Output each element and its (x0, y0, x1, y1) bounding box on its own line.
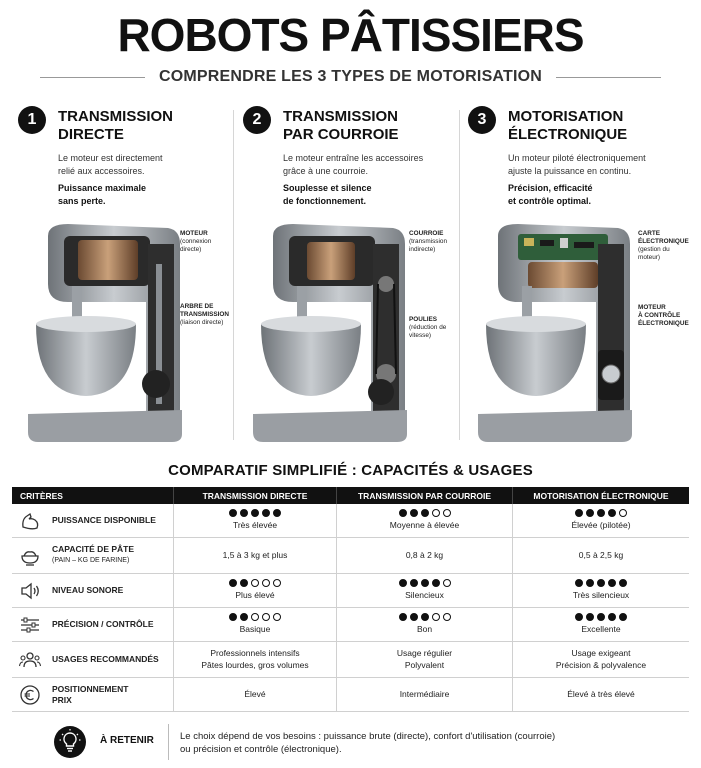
benefit-line: Souplesse et silence (283, 183, 372, 193)
header-criteria: CRITÈRES (12, 487, 174, 504)
rating-dots (399, 509, 451, 517)
cell-text: Excellente (581, 624, 621, 635)
rating-dot (399, 613, 407, 621)
rating-dot (229, 579, 237, 587)
value-cell (513, 504, 689, 537)
subtitle-row (40, 67, 661, 87)
column-divider (233, 110, 234, 440)
takeaway-text (180, 730, 650, 756)
criterion-cell (12, 538, 174, 573)
table-row (12, 574, 689, 608)
comparison-title: COMPARATIF SIMPLIFIÉ : CAPACITÉS & USAGES (168, 462, 533, 479)
rating-dot (240, 509, 248, 517)
value-cell (337, 608, 513, 641)
header-belt: TRANSMISSION PAR COURROIE (337, 487, 513, 504)
divider-right (556, 77, 661, 78)
type-description (283, 152, 463, 177)
rating-dot (432, 509, 440, 517)
cell-text: Silencieux (405, 590, 444, 601)
rating-dots (575, 613, 627, 621)
value-cell (174, 538, 337, 573)
step-number: 3 (468, 106, 496, 134)
rating-dot (262, 613, 270, 621)
desc-line: Le moteur entraîne les accessoires (283, 153, 424, 163)
type-title (283, 108, 463, 144)
rating-dot (619, 579, 627, 587)
cell-text: Bon (416, 624, 433, 635)
criterion-label: PRÉCISION / CONTRÔLE (52, 619, 154, 629)
cell-text: Basique (239, 624, 271, 635)
criterion-label-block (52, 684, 129, 706)
rating-dot (619, 509, 627, 517)
rating-dot (597, 613, 605, 621)
rating-dot (251, 509, 259, 517)
rating-dot (443, 509, 451, 517)
desc-line: relié aux accessoires. (58, 165, 145, 176)
desc-line: ajuste la puissance en continu. (508, 165, 632, 176)
takeaway-box (54, 724, 654, 760)
type-benefit (508, 182, 688, 207)
benefit-line: de fonctionnement. (283, 195, 366, 206)
rating-dot (421, 509, 429, 517)
rating-dot (410, 613, 418, 621)
step-number: 1 (18, 106, 46, 134)
value-cell (337, 642, 513, 677)
type-electronic (468, 106, 690, 446)
table-row (12, 678, 689, 712)
criterion-label-block (52, 654, 159, 665)
value-cell (174, 504, 337, 537)
rating-dot (410, 579, 418, 587)
rating-dot (399, 509, 407, 517)
takeaway-line: ou précision et contrôle (électronique). (180, 744, 342, 755)
callout-pulleys: POULIES (réduction de vitesse) (409, 316, 447, 339)
cell-text: 1,5 à 3 kg et plus (222, 549, 288, 560)
takeaway-divider (168, 724, 169, 760)
table-header (12, 487, 689, 504)
rating-dot (273, 509, 281, 517)
rating-dot (410, 509, 418, 517)
criterion-cell (12, 678, 174, 711)
rating-dot (432, 613, 440, 621)
header-direct: TRANSMISSION DIRECTE (174, 487, 337, 504)
rating-dot (229, 613, 237, 621)
users-icon (18, 648, 42, 672)
cell-text: Usage exigeant (571, 648, 631, 658)
type-direct (18, 106, 240, 446)
cell-text: Précision & polyvalence (555, 659, 647, 670)
value-cell (513, 574, 689, 607)
takeaway-label: À RETENIR (100, 735, 154, 746)
criterion-label-block (52, 619, 154, 630)
step-number: 2 (243, 106, 271, 134)
desc-line: grâce à une courroie. (283, 165, 369, 176)
desc-line: Un moteur piloté électroniquement (508, 153, 646, 163)
type-title-line: ÉLECTRONIQUE (508, 126, 628, 143)
euro-icon (18, 683, 42, 707)
rating-dot (597, 579, 605, 587)
type-title-line: TRANSMISSION (58, 108, 174, 125)
rating-dot (443, 613, 451, 621)
type-title-line: DIRECTE (58, 126, 124, 143)
criterion-cell (12, 642, 174, 677)
criterion-label: PUISSANCE DISPONIBLE (52, 515, 156, 525)
benefit-line: Précision, efficacité (508, 183, 593, 193)
stand-mixer-belt-illustration (253, 224, 409, 448)
rating-dot (273, 579, 281, 587)
desc-line: Le moteur est directement (58, 153, 163, 163)
callout-electronic-motor: MOTEUR À CONTRÔLE ÉLECTRONIQUE (638, 304, 689, 327)
sliders-icon (18, 613, 42, 637)
page-subtitle: COMPRENDRE LES 3 TYPES DE MOTORISATION (158, 68, 543, 85)
rating-dot (619, 613, 627, 621)
cell-text: 0,5 à 2,5 kg (578, 549, 624, 560)
speaker-icon (18, 579, 42, 603)
value-cell (513, 608, 689, 641)
lightbulb-icon (54, 726, 86, 758)
criterion-sublabel: (PAIN – KG DE FARINE) (52, 557, 130, 565)
table-body (12, 504, 689, 712)
value-cell (513, 642, 689, 677)
rating-dots (229, 613, 281, 621)
rating-dot (262, 509, 270, 517)
rating-dots (575, 509, 627, 517)
muscle-arm-icon (18, 509, 42, 533)
criterion-label: NIVEAU SONORE (52, 585, 124, 595)
benefit-line: sans perte. (58, 195, 106, 206)
rating-dot (251, 613, 259, 621)
cell-text: Professionnels intensifs (210, 648, 300, 658)
header-electronic: MOTORISATION ÉLECTRONIQUE (533, 490, 669, 501)
criterion-cell (12, 574, 174, 607)
cell-text: Très silencieux (572, 590, 630, 601)
rating-dot (597, 509, 605, 517)
benefit-line: Puissance maximale (58, 183, 147, 193)
cell-text: Pâtes lourdes, gros volumes (201, 659, 309, 670)
takeaway-line: Le choix dépend de vos besoins : puissance brute (directe), confort d'utilisation (courroie) (180, 731, 556, 742)
comparison-table (12, 487, 689, 712)
type-title-line: TRANSMISSION (283, 108, 399, 125)
rating-dot (251, 579, 259, 587)
cell-text: Élevé à très élevé (567, 688, 635, 699)
benefit-line: et contrôle optimal. (508, 195, 592, 206)
rating-dot (586, 509, 594, 517)
stand-mixer-electronic-illustration (478, 224, 634, 448)
cell-text: Usage régulier (396, 648, 453, 658)
rating-dots (229, 509, 281, 517)
rating-dots (399, 579, 451, 587)
rating-dots (399, 613, 451, 621)
cell-text: Très élevée (232, 520, 278, 531)
rating-dot (443, 579, 451, 587)
callout-circuit-board: CARTE ÉLECTRONIQUE (gestion du moteur) (638, 230, 689, 261)
cell-text: Intermédiaire (399, 688, 450, 699)
table-row (12, 642, 689, 678)
page-title: ROBOTS PÂTISSIERS (117, 9, 584, 61)
callout-belt: COURROIE (transmission indirecte) (409, 230, 447, 253)
type-title (58, 108, 238, 144)
rating-dot (586, 613, 594, 621)
stand-mixer-direct-illustration (28, 224, 184, 448)
rating-dot (399, 579, 407, 587)
criterion-label: POSITIONNEMENT (52, 683, 129, 694)
rating-dot (608, 579, 616, 587)
divider-left (40, 77, 145, 78)
column-divider (459, 110, 460, 440)
type-belt (243, 106, 465, 446)
table-row (12, 538, 689, 574)
bowl-icon (18, 544, 42, 568)
rating-dot (240, 579, 248, 587)
value-cell (337, 678, 513, 711)
rating-dots (229, 579, 281, 587)
value-cell (337, 574, 513, 607)
rating-dot (608, 613, 616, 621)
criterion-cell (12, 504, 174, 537)
cell-text: Moyenne à élevée (389, 520, 460, 531)
type-benefit (283, 182, 463, 207)
cell-text: Polyvalent (404, 659, 445, 670)
criterion-label-block (52, 585, 123, 596)
type-description (58, 152, 238, 177)
rating-dot (421, 579, 429, 587)
criterion-label: USAGES RECOMMANDÉS (52, 654, 159, 664)
value-cell (337, 538, 513, 573)
callout-drive-shaft: ARBRE DE TRANSMISSION (liaison directe) (180, 303, 229, 326)
type-title-line: MOTORISATION (508, 108, 624, 125)
table-row (12, 504, 689, 538)
value-cell (513, 538, 689, 573)
rating-dot (262, 579, 270, 587)
type-title-line: PAR COURROIE (283, 126, 399, 143)
criterion-label: PRIX (52, 694, 72, 705)
rating-dot (273, 613, 281, 621)
value-cell (174, 608, 337, 641)
cell-text: Élevé (244, 688, 266, 699)
rating-dot (575, 509, 583, 517)
rating-dot (229, 509, 237, 517)
value-cell (174, 678, 337, 711)
rating-dot (421, 613, 429, 621)
criterion-label: CAPACITÉ DE PÂTE (52, 544, 135, 555)
value-cell (513, 678, 689, 711)
table-row (12, 608, 689, 642)
rating-dots (575, 579, 627, 587)
rating-dot (240, 613, 248, 621)
type-title (508, 108, 688, 144)
type-benefit (58, 182, 238, 207)
value-cell (174, 574, 337, 607)
value-cell (174, 642, 337, 677)
rating-dot (575, 579, 583, 587)
rating-dot (575, 613, 583, 621)
callout-motor: MOTEUR (connexion directe) (180, 230, 212, 253)
cell-text: Plus élevé (235, 590, 275, 601)
criterion-cell (12, 608, 174, 641)
value-cell (337, 504, 513, 537)
cell-text: Élevée (pilotée) (571, 520, 631, 531)
rating-dot (608, 509, 616, 517)
rating-dot (432, 579, 440, 587)
rating-dot (586, 579, 594, 587)
criterion-label-block (52, 544, 134, 567)
cell-text: 0,8 à 2 kg (405, 549, 444, 560)
criterion-label-block (52, 515, 156, 526)
type-description (508, 152, 688, 177)
